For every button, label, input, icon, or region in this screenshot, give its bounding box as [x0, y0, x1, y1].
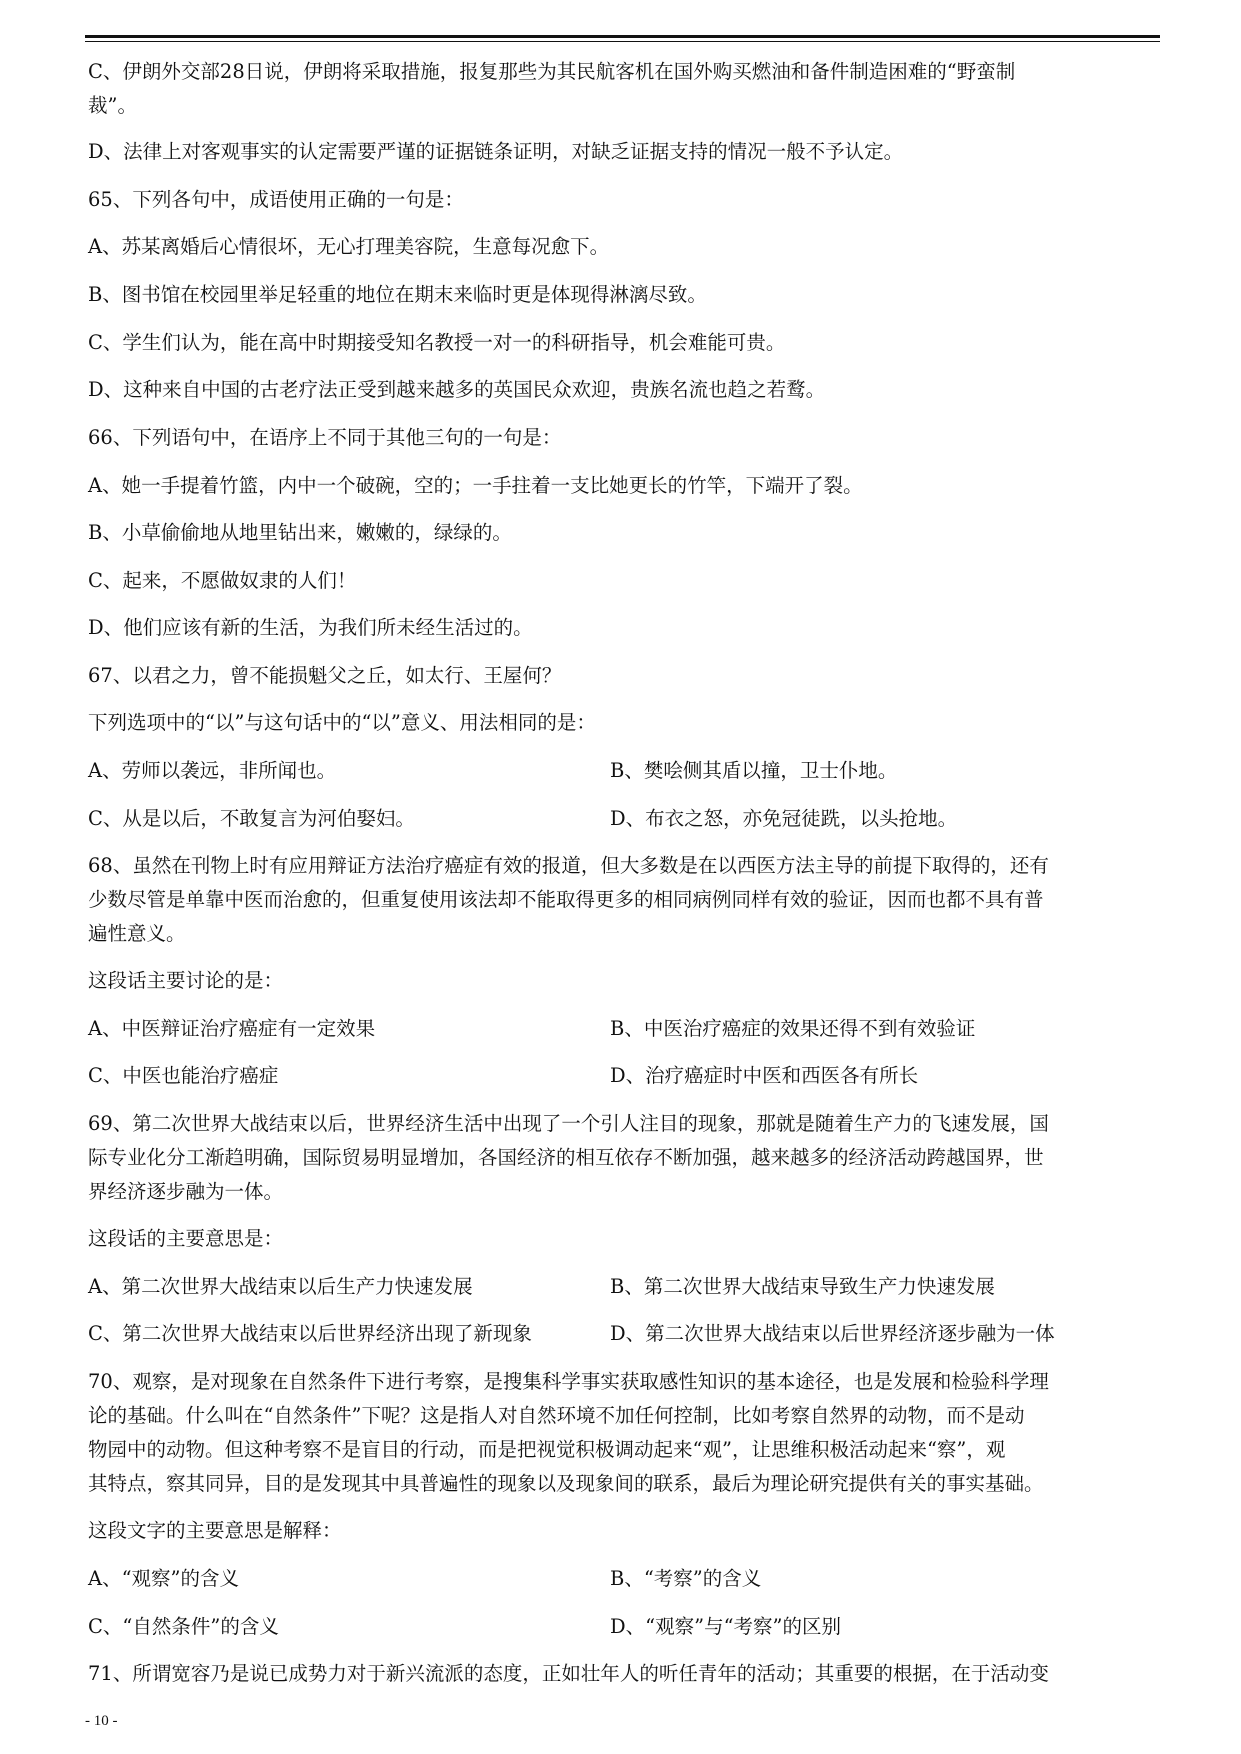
option-69b: B、第二次世界大战结束导致生产力快速发展 [610, 1275, 995, 1298]
option-65a: A、苏某离婚后心情很坏，无心打理美容院，生意每况愈下。 [88, 235, 610, 258]
option-65d: D、这种来自中国的古老疗法正受到越来越多的英国民众欢迎，贵族名流也趋之若鹜。 [88, 378, 826, 401]
option-70b: B、“考察”的含义 [610, 1567, 762, 1590]
option-67b: B、樊哙侧其盾以撞，卫士仆地。 [610, 759, 898, 782]
question-70-stem: 这段文字的主要意思是解释： [88, 1519, 342, 1542]
option-66b: B、小草偷偷地从地里钻出来，嫩嫩的，绿绿的。 [88, 521, 512, 544]
header-rule [85, 35, 1160, 38]
option-66c: C、起来，不愿做奴隶的人们！ [88, 569, 357, 592]
option-67c: C、从是以后，不敢复言为河伯娶妇。 [88, 807, 415, 830]
text-line: 裁”。 [88, 94, 137, 117]
option-70d: D、“观察”与“考察”的区别 [610, 1615, 842, 1638]
question-70-line4: 其特点，察其同异，目的是发现其中具普遍性的现象以及现象间的联系，最后为理论研究提供有关的事实基础。 [88, 1472, 1044, 1495]
option-68d: D、治疗癌症时中医和西医各有所长 [610, 1064, 919, 1087]
option-67a: A、劳师以袭远，非所闻也。 [88, 759, 337, 782]
option-70c: C、“自然条件”的含义 [88, 1615, 279, 1638]
question-70-line1: 70、观察，是对现象在自然条件下进行考察，是搜集科学事实获取感性知识的基本途径，也是发展和检验科学理 [88, 1370, 1049, 1393]
option-68c: C、中医也能治疗癌症 [88, 1064, 279, 1087]
option-66d: D、他们应该有新的生活，为我们所未经生活过的。 [88, 616, 533, 639]
question-67-stem: 下列选项中的“以”与这句话中的“以”意义、用法相同的是： [88, 711, 596, 734]
question-70-line2: 论的基础。什么叫在“自然条件”下呢？这是指人对自然环境不加任何控制，比如考察自然界的动物，而不是动 [88, 1404, 1025, 1427]
option-68a: A、中医辩证治疗癌症有一定效果 [88, 1017, 376, 1040]
option-66a: A、她一手提着竹篮，内中一个破碗，空的；一手拄着一支比她更长的竹竿，下端开了裂。 [88, 474, 863, 497]
option-67d: D、布衣之怒，亦免冠徒跣，以头抢地。 [610, 807, 958, 830]
question-71-line1: 71、所谓宽容乃是说已成势力对于新兴流派的态度，正如壮年人的听任青年的活动；其重要的根据，在于活动变 [88, 1662, 1049, 1685]
question-69-line3: 界经济逐步融为一体。 [88, 1180, 284, 1203]
option-65b: B、图书馆在校园里举足轻重的地位在期末来临时更是体现得淋漓尽致。 [88, 283, 707, 306]
question-66: 66、下列语句中，在语序上不同于其他三句的一句是： [88, 426, 562, 449]
option-70a: A、“观察”的含义 [88, 1567, 240, 1590]
text-line: D、法律上对客观事实的认定需要严谨的证据链条证明，对缺乏证据支持的情况一般不予认定。 [88, 140, 904, 163]
option-69c: C、第二次世界大战结束以后世界经济出现了新现象 [88, 1322, 532, 1345]
question-68-line3: 遍性意义。 [88, 922, 186, 945]
question-69-line1: 69、第二次世界大战结束以后，世界经济生活中出现了一个引人注目的现象，那就是随着生产力的飞速发展，国 [88, 1112, 1049, 1135]
question-65: 65、下列各句中，成语使用正确的一句是： [88, 188, 464, 211]
question-70-line3: 物园中的动物。但这种考察不是盲目的行动，而是把视觉积极调动起来“观”，让思维积极活动起来“察”，观 [88, 1438, 1006, 1461]
question-69-line2: 际专业化分工渐趋明确，国际贸易明显增加，各国经济的相互依存不断加强，越来越多的经济活动跨越国界，世 [88, 1146, 1044, 1169]
question-67: 67、以君之力，曾不能损魁父之丘，如太行、王屋何？ [88, 664, 562, 687]
question-69-stem: 这段话的主要意思是： [88, 1227, 284, 1250]
option-69d: D、第二次世界大战结束以后世界经济逐步融为一体 [610, 1322, 1055, 1345]
question-68-line2: 少数尽管是单靠中医而治愈的，但重复使用该法却不能取得更多的相同病例同样有效的验证，因而也都不具有普 [88, 888, 1044, 911]
option-69a: A、第二次世界大战结束以后生产力快速发展 [88, 1275, 473, 1298]
header-rule-thin [85, 41, 1160, 42]
option-68b: B、中医治疗癌症的效果还得不到有效验证 [610, 1017, 976, 1040]
question-68-stem: 这段话主要讨论的是： [88, 969, 284, 992]
option-65c: C、学生们认为，能在高中时期接受知名教授一对一的科研指导，机会难能可贵。 [88, 331, 786, 354]
text-line: C、伊朗外交部28日说，伊朗将采取措施，报复那些为其民航客机在国外购买燃油和备件制造困难的“野蛮制 [88, 60, 1016, 83]
question-68-line1: 68、虽然在刊物上时有应用辩证方法治疗癌症有效的报道，但大多数是在以西医方法主导的前提下取得的，还有 [88, 854, 1049, 877]
page-number: - 10 - [85, 1713, 118, 1729]
